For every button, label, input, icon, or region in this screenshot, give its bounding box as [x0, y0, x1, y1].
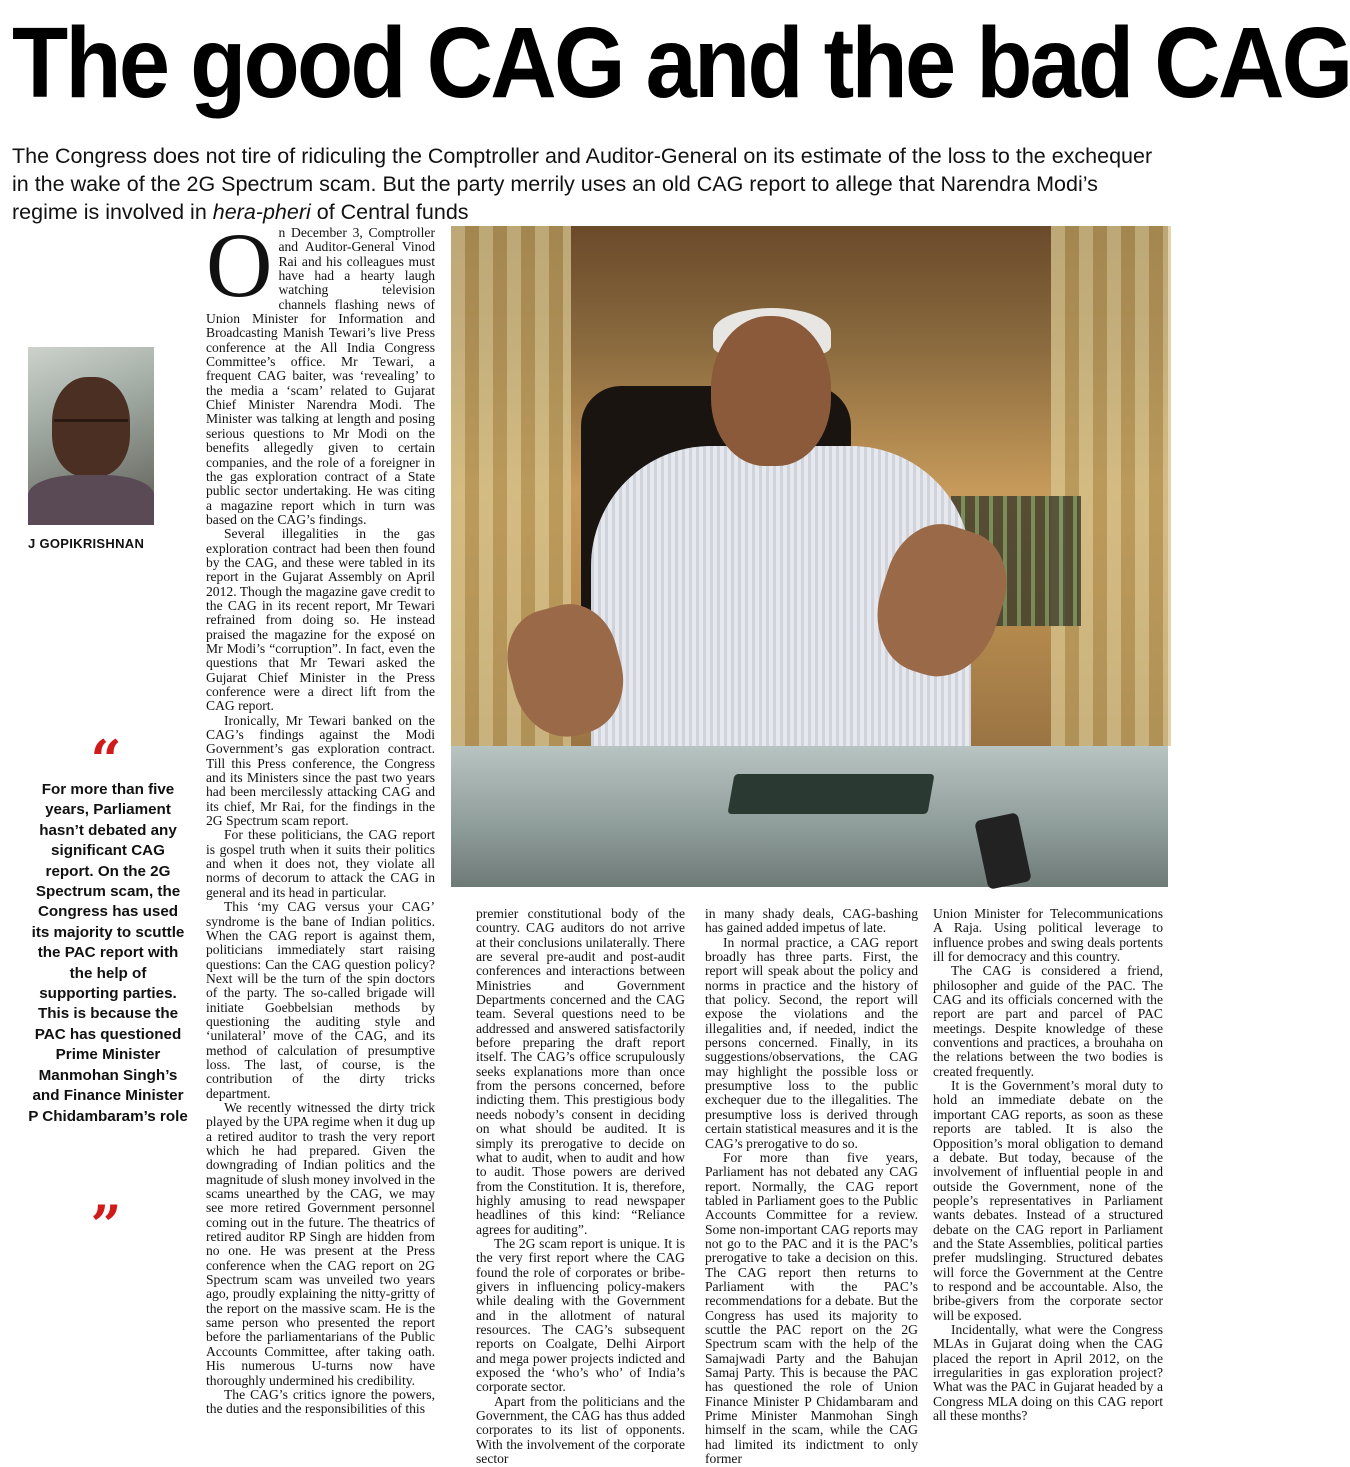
article-paragraph: in many shady deals, CAG-bashing has gained added impetus of late. — [705, 906, 918, 936]
pull-quote: For more than five years, Parliament hasn’t debated any significant CAG report. On the 2G Spectrum scam, the Congress has used its majority to scuttle the PAC report with the help of supporting parties. This is because the PAC has questioned Prime Minister Manmohan Singh’s and Finance Minister P Chidambaram’s role — [28, 781, 188, 1125]
article-column-1 — [206, 214, 435, 1417]
headline: The good CAG and the bad CAG — [12, 7, 1350, 119]
article-paragraph: premier constitutional body of the country. CAG auditors do not arrive at their conclusions unilaterally. There are several pre-audit and post-audit conferences and interactions between Ministries and Government Departments concerned and the CAG team. Several questions need to be addressed and answered satisfactorily before preparing the draft report itself. The CAG’s office scrupulously seeks explanations more than once from the persons concerned, before indicting them. This prestigious body needs nobody’s consent in deciding on what should be audited. It is simply its prerogative to decide on what to audit, when to audit and how to audit. Those powers are derived from the Constitution. It is, therefore, highly amusing to read newspaper headlines of this kind: “Reliance agrees for auditing”. — [476, 906, 685, 1237]
article-paragraph: Union Minister for Telecommunications A Raja. Using political leverage to influence probes and swing deals portents ill for democracy and this country. — [933, 906, 1163, 965]
drop-cap: O — [206, 214, 273, 316]
article-paragraph: Ironically, Mr Tewari banked on the CAG’s findings against the Modi Government’s gas exploration contract. Till this Press conference, the Congress and its Ministers since the past two years had been mercilessly attacking CAG and its chief, Mr Rai, for the findings in the 2G Spectrum scam report. — [206, 712, 435, 829]
article-column-2 — [476, 907, 685, 1466]
article-paragraph — [206, 214, 435, 527]
deck-subheading — [12, 142, 1167, 226]
close-quote-mark: ” — [90, 1193, 122, 1257]
article-paragraph: The CAG’s critics ignore the powers, the duties and the responsibilities of this — [206, 1386, 435, 1417]
deck-text-end: of Central funds — [310, 200, 469, 224]
paragraph-text: n December 3, Comptroller and Auditor-General Vinod Rai and his colleagues must have had a hearty laugh watching television channels flashing news of Union Minister for Information and Broadcasting Manish Tewari’s live Press conference at the All India Congress Committee’s office. Mr Tewari, a frequent CAG baiter, was ‘revealing’ to the media a ‘scam’ related to Gujarat Chief Minister Narendra Modi. The Minister was talking at length and posing serious questions to Mr Modi on the benefits allegedly given to certain companies, and the role of a foreigner in the gas exploration contract of a State public sector undertaking. He was citing a magazine report which in turn was based on the CAG’s findings. — [206, 225, 435, 527]
author-photo — [28, 347, 154, 525]
article-paragraph: We recently witnessed the dirty trick played by the UPA regime when it dug up a retired auditor to trash the very report which he had prepared. Given the downgrading of Indian politics and the magnitude of slush money involved in the scams unearthed by the CAG, we may see more retired Government personnel coming out in the future. The theatrics of retired auditor RP Singh are hidden from no one. He was present at the Press conference when the CAG report on 2G Spectrum scam was unveiled two years ago, proudly explaining the nitty-gritty of the report on the massive scam. He is the same person who presented the report before the parliamentarians of the Public Accounts Committee, after taking oath. His numerous U-turns now have thoroughly undermined his credibility. — [206, 1099, 435, 1388]
article-paragraph: This ‘my CAG versus your CAG’ syndrome is the bane of Indian politics. When the CAG report is against them, politicians immediately start raising questions: Can the CAG question policy? Next will be the turn of the spin doctors of the party. The so-called brigade will initiate Goebbelsian methods by questioning the auditing style and ‘unilateral’ move of the CAG, and its method of calculation of presumptive loss. The last, of course, is the contribution of the dirty tricks department. — [206, 899, 435, 1101]
article-photo — [451, 226, 1168, 887]
author-name: J GOPIKRISHNAN — [28, 536, 145, 551]
deck-text: The Congress does not tire of ridiculing the Comptroller and Auditor-General on its estimate of the loss to the exchequer in the wake of the 2G Spectrum scam. But the party merrily uses an old CAG report to allege that Narendra Modi’s regime is involved in — [12, 144, 1153, 224]
article-column-3 — [705, 907, 918, 1466]
article-paragraph: Several illegalities in the gas exploration contract had been then found by the CAG, and these were tabled in its report in the Gujarat Assembly on April 2012. Though the magazine gave credit to the CAG in its recent report, Mr Tewari refrained from doing so. He instead praised the magazine for the exposé on Mr Modi’s “corruption”. In fact, even the questions that Mr Tewari asked the Gujarat Chief Minister in the Press conference were a direct lift from the CAG report. — [206, 526, 435, 714]
open-quote-mark: “ — [90, 728, 122, 792]
article-paragraph: The 2G scam report is unique. It is the very first report where the CAG found the role of corporates or bribe-givers in influencing policy-makers while dealing with the Government and in the allotment of natural resources. The CAG’s subsequent reports on Coalgate, Delhi Airport and mega power projects indicted and exposed the ‘who’s who’ of India’s corporate sector. — [476, 1235, 685, 1395]
article-paragraph: Incidentally, what were the Congress MLAs in Gujarat doing when the CAG placed the report in April 2012, on the irregularities in gas exploration project? What was the PAC in Gujarat headed by a Congress MLA doing on this CAG report all these months? — [933, 1321, 1163, 1424]
article-paragraph: In normal practice, a CAG report broadly has three parts. First, the report will speak about the policy and norms in practice and the history of that policy. Second, the report will expose the violations and the illegalities and, if needed, indict the persons concerned. Finally, in its suggestions/observations, the CAG may highlight the possible loss or presumptive loss to the public exchequer due to the illegalities. The presumptive loss is derived through certain statistical measures and it is the CAG’s prerogative to do so. — [705, 934, 918, 1151]
deck-italic-term: hera-pheri — [212, 200, 311, 224]
article-paragraph: For more than five years, Parliament has not debated any CAG report. Normally, the CAG report tabled in Parliament goes to the Public Accounts Committee for a review. Some non-important CAG reports may not go to the PAC and it is the PAC’s prerogative to take a decision on this. The CAG report then returns to Parliament with the PAC’s recommendations for a debate. But the Congress has used its majority to scuttle the PAC report on the 2G Spectrum scam with the help of the Samajwadi Party and the Bahujan Samaj Party. This is because the PAC has questioned the role of Union Finance Minister P Chidambaram and Prime Minister Manmohan Singh himself in the scam, while the CAG had limited its indictment to only former — [705, 1149, 918, 1467]
article-column-4 — [933, 907, 1163, 1423]
article-paragraph: It is the Government’s moral duty to hold an immediate debate on the important CAG reports, as soon as these reports are tabled. It is also the Opposition’s moral obligation to demand a debate. But today, because of the involvement of influential people in and outside the Government, none of the people’s representatives in Parliament wants debates. Instead of a structured debate on the CAG report in Parliament and the State Assemblies, political parties prefer mudslinging. Structured debates will force the Government at the Centre to respond and be accountable. Also, the bribe-givers from the corporate sector will be exposed. — [933, 1078, 1163, 1323]
article-paragraph: Apart from the politicians and the Government, the CAG has thus added corporates to its list of opponents. With the involvement of the corporate sector — [476, 1393, 685, 1467]
article-paragraph: For these politicians, the CAG report is gospel truth when it suits their politics and when it does not, they violate all norms of decorum to attack the CAG in general and its head in particular. — [206, 827, 435, 900]
article-paragraph: The CAG is considered a friend, philosopher and guide of the PAC. The CAG and its officials concerned with the report are part and parcel of PAC meetings. Despite knowledge of these conventions and practices, a brouhaha on the relations between the two bodies is created frequently. — [933, 963, 1163, 1079]
